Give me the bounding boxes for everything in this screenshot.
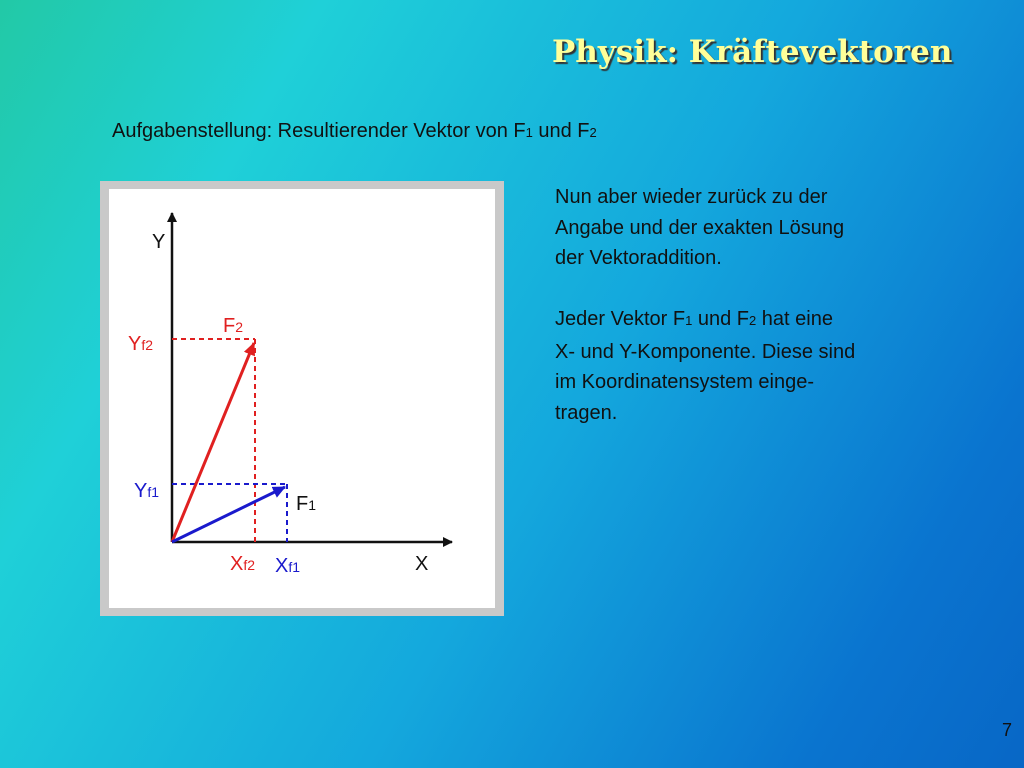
diagram-panel [109,189,495,608]
explanation-paragraph-1: Nun aber wieder zurück zu der Angabe und der exakten Lösung der Vektoraddition. [555,186,845,269]
f1-vector-arrow [172,487,285,542]
yf1-label: Yf1 [134,480,160,502]
vector-diagram [109,189,495,608]
page-number: 7 [1002,720,1013,740]
f1-label: F1 [296,493,317,515]
xf2-label: Xf2 [230,553,256,575]
slide-title: Physik: Kräftevektoren [552,34,953,70]
explanation-paragraph-2: Jeder Vektor F1 und F2 hat eine X- und Y-Komponente. Diese sind im Koordinatensystem einge- tragen. [555,308,856,424]
f2-vector-arrow [172,343,254,542]
task-statement: Aufgabenstellung: Resultierender Vektor von F1 und F2 [112,120,597,142]
yf2-label: Yf2 [128,333,154,355]
f2-label: F2 [223,315,244,337]
y-axis-label: Y [152,231,166,253]
xf1-label: Xf1 [275,555,301,577]
x-axis-label: X [415,553,429,575]
diagram-frame [100,181,504,616]
